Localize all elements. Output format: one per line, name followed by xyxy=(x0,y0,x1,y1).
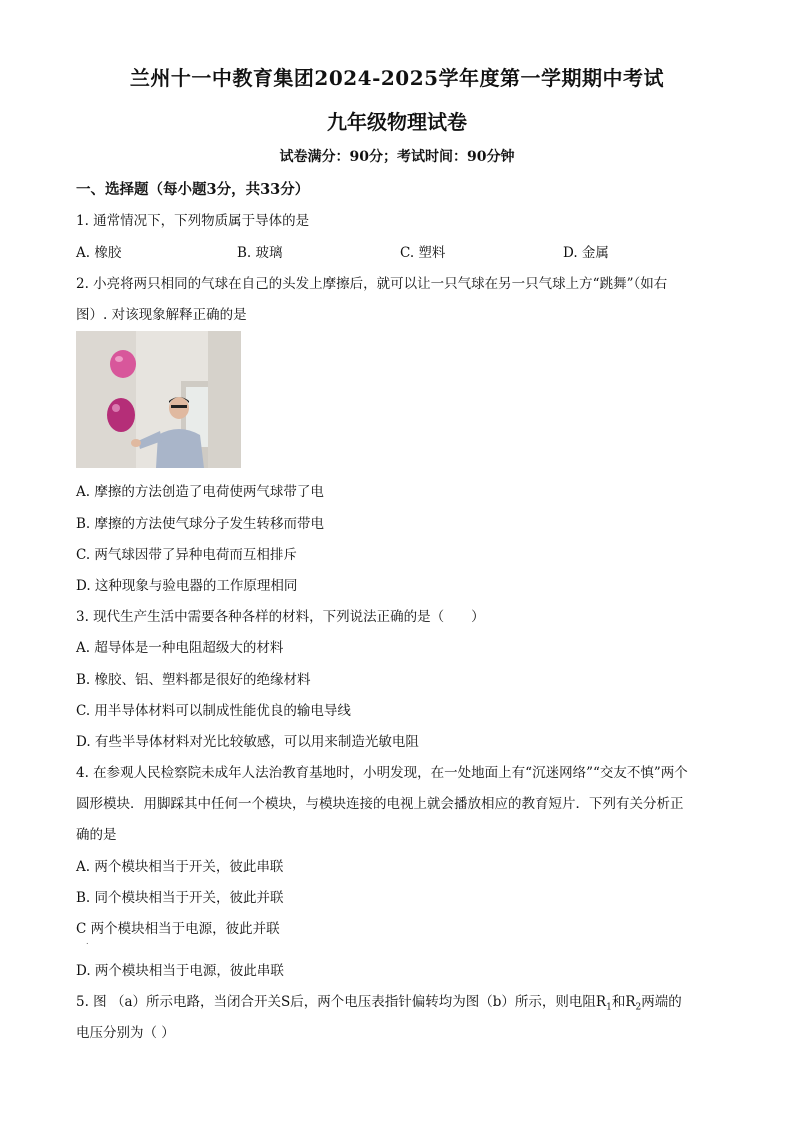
exam-meta: 试卷满分：90分；考试时间：90分钟 xyxy=(279,149,515,165)
q3-option-b: B. 橡胶、铝、塑料都是很好的绝缘材料 xyxy=(76,672,311,688)
q2-option-c: C. 两气球因带了异种电荷而互相排斥 xyxy=(76,547,297,563)
q4-stem-line3: 确的是 xyxy=(76,827,117,843)
q4-option-c: C 两个模块相当于电源，彼此并联 xyxy=(76,921,280,937)
q2-stem-line1: 2. 小亮将两只相同的气球在自己的头发上摩擦后，就可以让一只气球在另一只气球上方“跳舞”（如右 xyxy=(76,276,668,292)
balloon-photo xyxy=(76,331,241,468)
q4-stem-line1: 4. 在参观人民检察院未成年人法治教育基地时，小明发现，在一处地面上有“沉迷网络”“交友不慎”两个 xyxy=(76,765,688,781)
q3-option-c: C. 用半导体材料可以制成性能优良的输电导线 xyxy=(76,703,351,719)
stray-dot: . xyxy=(86,937,89,946)
q1-option-c: C. 塑料 xyxy=(400,245,446,261)
resistor-r2: $R_2$ xyxy=(625,994,642,1013)
q2-stem-line2: 图）. 对该现象解释正确的是 xyxy=(76,307,247,323)
exam-title: 兰州十一中教育集团2024-2025学年度第一学期期中考试 xyxy=(129,66,665,90)
resistor-r1: $R_1$ xyxy=(595,994,612,1013)
q1-option-a: A. 橡胶 xyxy=(76,245,122,261)
q2-option-b: B. 摩擦的方法使气球分子发生转移而带电 xyxy=(76,516,325,532)
q4-stem-line2: 圆形模块．用脚踩其中任何一个模块，与模块连接的电视上就会播放相应的教育短片．下列有关分析正 xyxy=(76,796,684,812)
q5-stem-pre: 5. 图 （a）所示电路，当闭合开关S后，两个电压表指针偏转均为图（b）所示，则电阻 xyxy=(76,994,596,1010)
q5-stem-line2: 电压分别为（ ） xyxy=(76,1025,175,1041)
exam-subtitle: 九年级物理试卷 xyxy=(327,110,467,134)
q3-option-a: A. 超导体是一种电阻超级大的材料 xyxy=(76,640,284,656)
q4-option-b: B. 同个模块相当于开关，彼此并联 xyxy=(76,890,284,906)
q5-and: 和 xyxy=(611,994,626,1010)
q1-option-d: D. 金属 xyxy=(563,245,609,261)
q3-stem: 3. 现代生产生活中需要各种各样的材料，下列说法正确的是（ ） xyxy=(76,609,485,625)
q1-stem: 1. 通常情况下，下列物质属于导体的是 xyxy=(76,213,310,229)
q2-option-d: D. 这种现象与验电器的工作原理相同 xyxy=(76,578,298,594)
q4-option-d: D. 两个模块相当于电源，彼此串联 xyxy=(76,963,284,979)
q5-stem-line1 xyxy=(76,990,682,1013)
q2-option-a: A. 摩擦的方法创造了电荷使两气球带了电 xyxy=(76,484,324,500)
q3-option-d: D. 有些半导体材料对光比较敏感，可以用来制造光敏电阻 xyxy=(76,734,419,750)
q4-option-a: A. 两个模块相当于开关，彼此串联 xyxy=(76,859,284,875)
q5-stem-post: 两端的 xyxy=(641,994,682,1010)
section-heading: 一、选择题（每小题3分，共33分） xyxy=(76,181,310,198)
q1-option-b: B. 玻璃 xyxy=(237,245,283,261)
